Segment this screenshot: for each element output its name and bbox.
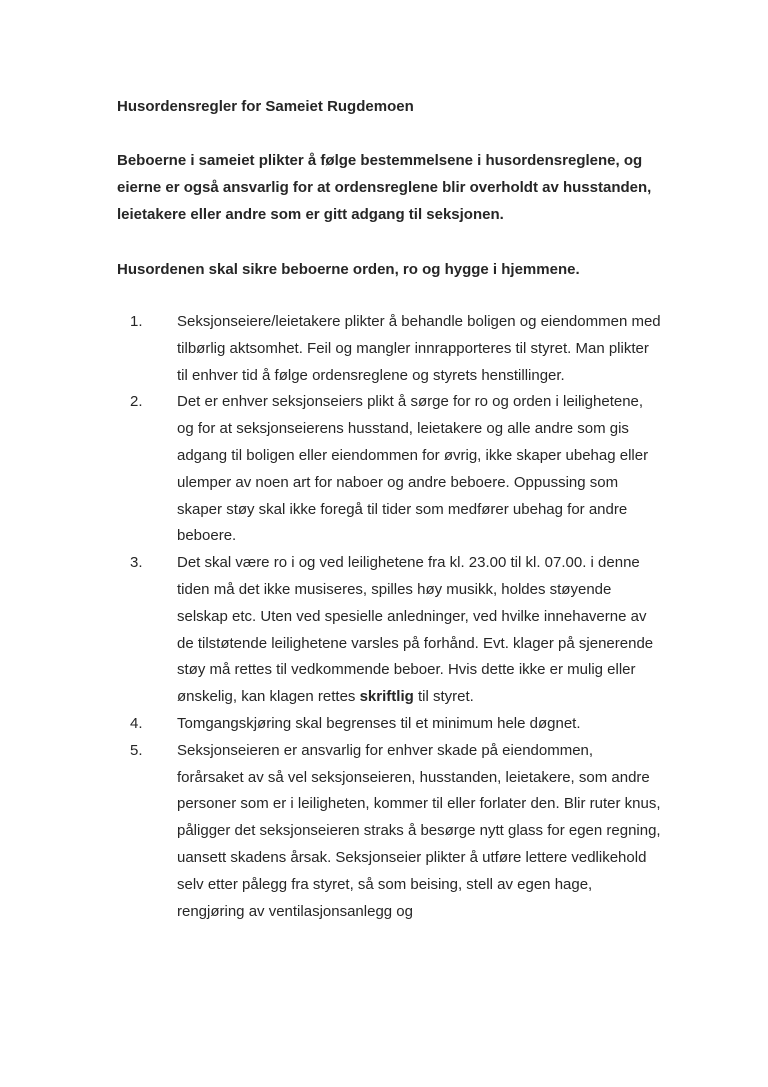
rule-text: Seksjonseiere/leietakere plikter å behandle boligen og eiendommen med tilbørlig aktsomhet. Feil og mangler innrapporteres til styret. Man plikter til enhver tid å følge ordensreglene og styrets henstillinger. bbox=[177, 313, 661, 384]
emphasis-text: skriftlig bbox=[359, 688, 414, 706]
rule-item bbox=[117, 738, 662, 926]
rule-number: 2. bbox=[130, 393, 143, 411]
document-title: Husordensregler for Sameiet Rugdemoen bbox=[117, 98, 414, 115]
rule-text: Seksjonseieren er ansvarlig for enhver skade på eiendommen, forårsaket av så vel seksjonseieren, husstanden, leietakere, som andre personer som er i leiligheten, kommer til eller forlater den. Blir ruter knus, påligger det seksjonseieren straks å besørge nytt glass for egen regning, uansett skadens årsak. Seksjonseier plikter å utføre lettere vedlikehold selv etter pålegg fra styret, så som beising, stell av egen hage, rengjøring av ventilasjonsanlegg og bbox=[177, 741, 661, 920]
rule-text-part: Det skal være ro i og ved leilighetene fra kl. 23.00 til kl. 07.00. i denne tiden må det ikke musiseres, spilles høy musikk, holdes støyende selskap etc. Uten ved spesielle anledninger, ved hvilke innehaverne av de tilstøtende leilighetene varsles på forhånd. Evt. klager på sjenerende støy må rettes til vedkommende beboer. Hvis dette ikke er mulig eller ønskelig, kan klagen rettes bbox=[177, 554, 654, 706]
purpose-statement: Husordenen skal sikre beboerne orden, ro og hygge i hjemmene. bbox=[117, 261, 580, 278]
rule-item bbox=[117, 309, 662, 389]
rules-list bbox=[117, 309, 662, 925]
rule-number: 1. bbox=[130, 313, 143, 330]
rule-text-part: til styret. bbox=[413, 688, 474, 706]
rule-item bbox=[117, 389, 662, 550]
rule-text bbox=[177, 550, 662, 711]
rule-number: 4. bbox=[130, 714, 143, 732]
rule-item bbox=[117, 550, 662, 711]
rule-item bbox=[117, 711, 662, 738]
rule-number: 3. bbox=[130, 554, 143, 572]
rule-text: Det er enhver seksjonseiers plikt å sørge for ro og orden i leilighetene, og for at seksjonseierens husstand, leietakere og alle andre som gis adgang til boligen eller eiendommen for øvrig, ikke skaper ubehag eller ulemper av noen art for naboer og andre beboere. Oppussing som skaper støy skal ikke foregå til tider som medfører ubehag for andre beboere. bbox=[177, 393, 649, 545]
intro-paragraph: Beboerne i sameiet plikter å følge bestemmelsene i husordensreglene, og eierne er også ansvarlig for at ordensreglene blir overholdt av husstanden, leietakere eller andre som er gitt adgang til seksjonen. bbox=[117, 152, 652, 223]
rule-text: Tomgangskjøring skal begrenses til et minimum hele døgnet. bbox=[177, 714, 581, 732]
rule-number: 5. bbox=[130, 741, 143, 759]
